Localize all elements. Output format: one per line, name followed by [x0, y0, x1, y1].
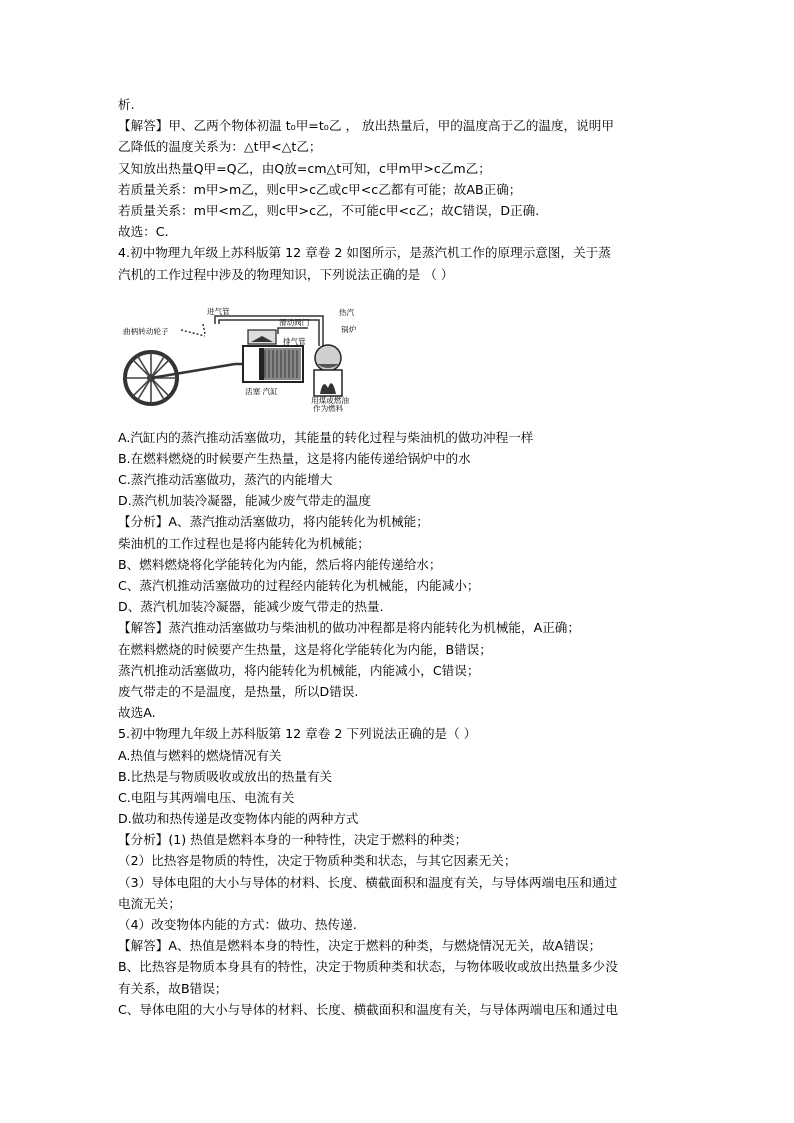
q4-option-c: C.蒸汽推动活塞做功，蒸汽的内能增大 — [118, 472, 333, 488]
label-fuel: 作为燃料 — [313, 403, 344, 412]
q3-solution-line: 若质量关系：m甲>m乙，则c甲>c乙或c甲<c乙都有可能；故AB正确； — [118, 181, 522, 197]
steam-engine-diagram — [123, 306, 393, 412]
label-inlet: 进气管 — [207, 306, 230, 316]
q5-option-d: D.做功和热传递是改变物体内能的两种方式 — [118, 811, 359, 827]
label-piston-cylinder: 活塞 汽缸 — [245, 386, 278, 396]
q4-solution-line: 废气带走的不是温度，是热量，所以D错误. — [118, 683, 359, 699]
q5-option-a: A.热值与燃料的燃烧情况有关 — [118, 747, 282, 763]
q5-solution-line: 【解答】A、热值是燃料本身的特性，决定于燃料的种类，与燃烧情况无关，故A错误； — [118, 938, 602, 954]
q5-title: 5.初中物理九年级上苏科版第 12 章卷 2 下列说法正确的是（ ） — [118, 726, 477, 742]
steam-engine-figure — [123, 306, 393, 412]
q5-analysis-line: （4）改变物体内能的方式：做功、热传递. — [118, 917, 357, 932]
q5-analysis-line: 【分析】(1) 热值是燃料本身的一种特性，决定于燃料的种类； — [118, 832, 468, 848]
q4-option-a: A.汽缸内的蒸汽推动活塞做功，其能量的转化过程与柴油机的做功冲程一样 — [118, 429, 534, 445]
label-crank-wheel: 曲柄转动轮子 — [123, 326, 169, 336]
q4-analysis-line: 【分析】A、蒸汽推动活塞做功，将内能转化为机械能； — [118, 514, 429, 530]
q5-option-b: B.比热是与物质吸收或放出的热量有关 — [118, 768, 333, 784]
q4-solution-line: 蒸汽机推动活塞做功，将内能转化为机械能，内能减小，C错误； — [118, 662, 480, 678]
label-slide-valve: 滑动阀门 — [279, 317, 310, 327]
q4-title: 4.初中物理九年级上苏科版第 12 章卷 2 如图所示，是蒸汽机工作的原理示意图，关于蒸 — [118, 245, 611, 261]
q3-solution-line: 又知放出热量Q甲=Q乙，由Q放=cm△t可知，c甲m甲>c乙m乙； — [118, 160, 491, 176]
q5-solution-line: 有关系，故B错误； — [118, 980, 228, 996]
q5-solution-line: C、导体电阻的大小与导体的材料、长度、横截面积和温度有关，与导体两端电压和通过电 — [118, 1001, 618, 1017]
q4-option-d: D.蒸汽机加装冷凝器，能减少废气带走的温度 — [118, 493, 371, 509]
q5-option-c: C.电阻与其两端电压、电流有关 — [118, 789, 295, 805]
q5-analysis-line: （2）比热容是物质的特性，决定于物质种类和状态，与其它因素无关； — [118, 853, 517, 869]
label-fuel: 用煤或燃油 — [311, 395, 349, 405]
label-exhaust: 排气管 — [283, 336, 306, 346]
document-page — [118, 94, 678, 1020]
cylinder — [243, 346, 303, 382]
boiler — [314, 345, 342, 396]
label-boiler: 锅炉 — [341, 324, 357, 334]
label-hot-steam: 热汽 — [339, 307, 355, 317]
q5-analysis-line: （3）导体电阻的大小与导体的材料、长度、横截面积和温度有关，与导体两端电压和通过 — [118, 874, 618, 890]
q4-answer: 故选A. — [118, 705, 156, 721]
q4-title: 汽机的工作过程中涉及的物理知识，下列说法正确的是 （ ） — [118, 266, 454, 282]
q3-solution-line: 乙降低的温度关系为：△t甲<△t乙； — [118, 139, 322, 155]
q3-text-line: 析. — [118, 97, 135, 112]
q4-solution-line: 在燃料燃烧的时候要产生热量，这是将化学能转化为内能，B错误； — [118, 641, 492, 657]
q5-analysis-line: 电流无关； — [118, 895, 181, 911]
q3-solution-line: 【解答】甲、乙两个物体初温 t₀甲=t₀乙 ， 放出热量后，甲的温度高于乙的温度，说明甲 — [118, 118, 614, 134]
q3-answer: 故选：C. — [118, 224, 169, 240]
q4-analysis-line: B、燃料燃烧将化学能转化为内能，然后将内能传递给水； — [118, 556, 442, 572]
q5-solution-line: B、比热容是物质本身具有的特性，决定于物质种类和状态，与物体吸收或放出热量多少没 — [118, 959, 618, 975]
q4-analysis-line: D、蒸汽机加装冷凝器，能减少废气带走的热量. — [118, 599, 384, 615]
piston — [259, 348, 264, 380]
q4-analysis-line: 柴油机的工作过程也是将内能转化为机械能； — [118, 535, 370, 551]
q3-solution-line: 若质量关系：m甲<m乙，则c甲>c乙，不可能c甲<c乙；故C错误，D正确. — [118, 202, 540, 218]
q4-solution-line: 【解答】蒸汽推动活塞做功与柴油机的做功冲程都是将内能转化为机械能，A正确； — [118, 620, 580, 636]
q4-analysis-line: C、蒸汽机推动活塞做功的过程经内能转化为机械能，内能减小； — [118, 578, 480, 593]
q4-option-b: B.在燃料燃烧的时候要产生热量，这是将内能传递给锅炉中的水 — [118, 450, 471, 466]
